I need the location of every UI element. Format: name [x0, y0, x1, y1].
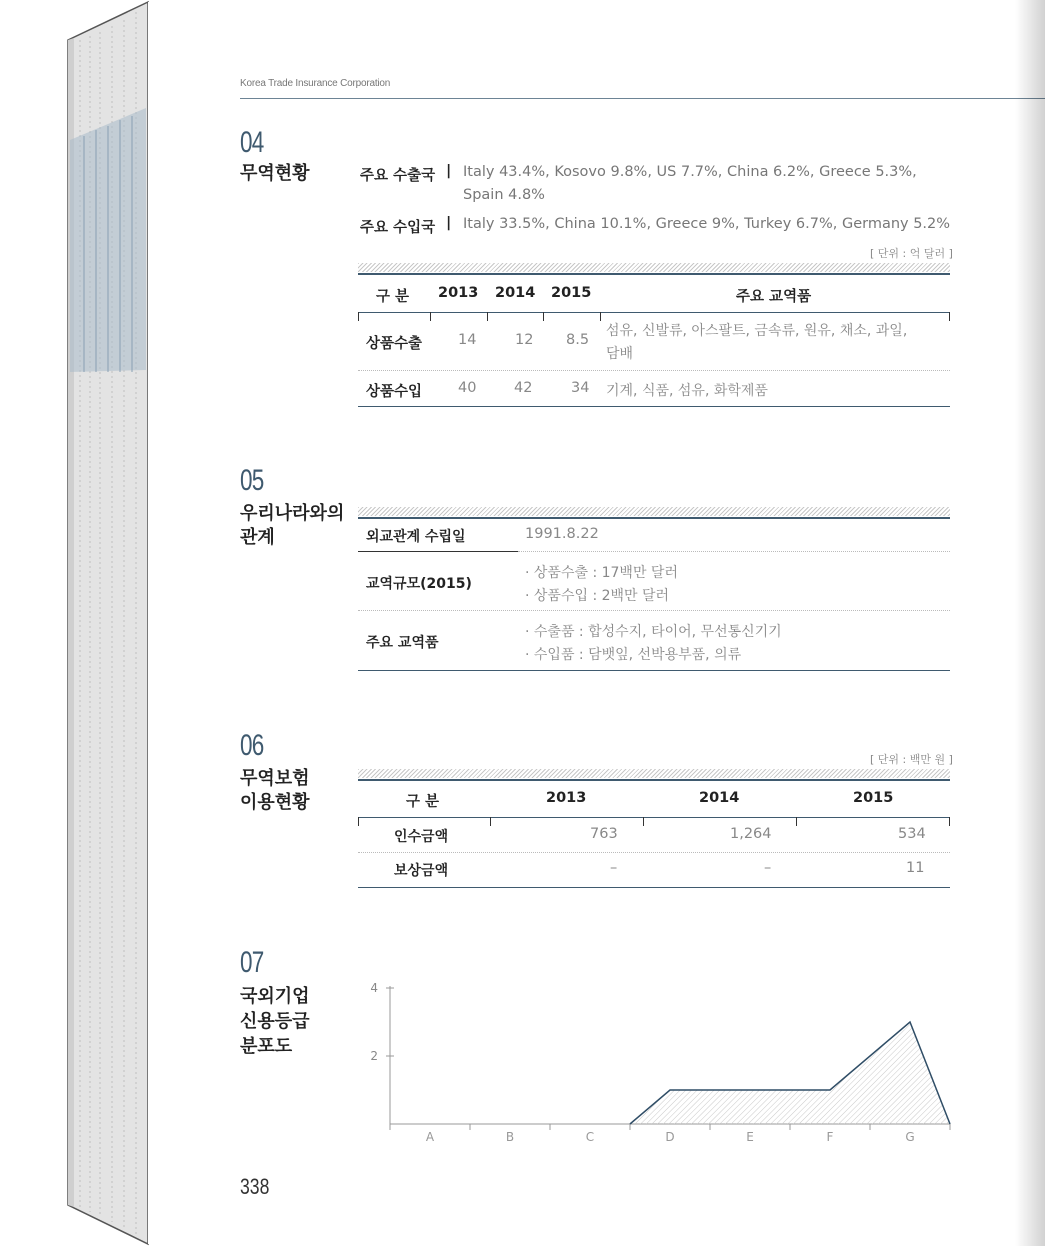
relation-label: 외교관계 수립일 [366, 529, 466, 545]
column-tick [949, 312, 950, 321]
row-divider [358, 852, 950, 853]
relation-value: 1991.8.22 [525, 526, 599, 542]
table-hatch [358, 263, 950, 272]
publisher-header: Korea Trade Insurance Corporation [240, 78, 391, 89]
credit-rating-chart [358, 982, 958, 1162]
table-bottom-rule [358, 670, 950, 671]
section-04-number: 04 [240, 126, 264, 159]
label-rule [358, 551, 518, 552]
column-tick [543, 312, 544, 321]
page-number: 338 [240, 1174, 270, 1199]
table-row-label: 상품수입 [366, 384, 423, 400]
table-cell: 534 [898, 826, 926, 842]
column-tick [487, 312, 488, 321]
page-edge-shadow [1015, 0, 1045, 1246]
import-value: Italy 33.5%, China 10.1%, Greece 9%, Turkey 6.7%, Germany 5.2% [463, 216, 951, 232]
section-06-number: 06 [240, 729, 264, 762]
trade-table-header-2013: 2013 [438, 285, 479, 301]
relation-value: · 상품수출 : 17백만 달러 [525, 565, 678, 581]
export-separator: | [446, 163, 452, 179]
insurance-table-header-category: 구 분 [406, 794, 440, 810]
table-top-rule [358, 779, 950, 781]
x-tick-label: B [505, 1130, 515, 1144]
section-07-title-line3: 분포도 [240, 1036, 293, 1057]
export-label: 주요 수출국 [360, 168, 436, 184]
series-area [630, 1022, 950, 1124]
table-top-rule [358, 517, 950, 519]
table-bottom-rule [358, 406, 950, 407]
trade-table-header-category: 구 분 [376, 289, 410, 305]
table-cell: 8.5 [566, 332, 590, 348]
table-cell: – [610, 860, 618, 876]
column-tick [358, 817, 359, 826]
section-07-title-line2: 신용등급 [240, 1011, 310, 1032]
row-divider [518, 551, 950, 552]
table-cell: 14 [458, 332, 477, 348]
column-tick [490, 817, 491, 826]
table-row-label: 상품수출 [366, 336, 423, 352]
insurance-table-header-2013: 2013 [546, 790, 587, 806]
table-cell-items: 기계, 식품, 섬유, 화학제품 [606, 383, 768, 399]
section-04-unit: [ 단위 : 억 달러 ] [870, 247, 953, 260]
x-tick-label: C [585, 1130, 595, 1144]
table-cell-items: 담배 [606, 346, 634, 362]
column-tick [600, 312, 601, 321]
table-bottom-rule [358, 887, 950, 888]
x-tick-label: F [826, 1130, 834, 1144]
section-07-title-line1: 국외기업 [240, 986, 310, 1007]
trade-table-header-items: 주요 교역품 [736, 289, 812, 305]
x-tick-label: E [746, 1130, 754, 1144]
book-spine-edge [0, 0, 150, 1246]
table-cell: 11 [906, 860, 925, 876]
insurance-table-header-2015: 2015 [853, 790, 894, 806]
relation-value: · 수출품 : 합성수지, 타이어, 무선통신기기 [525, 624, 782, 640]
table-cell: 12 [515, 332, 534, 348]
table-hatch [358, 769, 950, 778]
table-cell: 40 [458, 380, 477, 396]
x-tick-label: D [665, 1130, 675, 1144]
y-tick-label: 2 [370, 1049, 378, 1063]
page [148, 2, 1045, 1244]
section-05-number: 05 [240, 464, 264, 497]
x-tick-label: G [905, 1130, 915, 1144]
table-cell: 763 [590, 826, 618, 842]
import-label: 주요 수입국 [360, 220, 436, 236]
section-04-title: 무역현황 [240, 163, 310, 184]
table-cell-items: 섬유, 신발류, 아스팔트, 금속류, 원유, 채소, 과일, [606, 323, 908, 339]
table-row-label: 인수금액 [394, 829, 449, 845]
table-cell: – [764, 860, 772, 876]
relation-label: 교역규모(2015) [366, 576, 472, 592]
section-05-title-line2: 관계 [240, 527, 275, 548]
row-divider [358, 370, 950, 371]
section-05-title-line1: 우리나라와의 [240, 503, 345, 524]
header-bottom-rule [358, 312, 950, 313]
section-07-number: 07 [240, 946, 264, 979]
row-divider [358, 610, 950, 611]
relation-value: · 상품수입 : 2백만 달러 [525, 588, 670, 604]
table-cell: 42 [514, 380, 533, 396]
header-rule [240, 98, 1045, 99]
export-value-line1: Italy 43.4%, Kosovo 9.8%, US 7.7%, China 6.2%, Greece 5.3%, [463, 164, 917, 180]
table-cell: 1,264 [730, 826, 772, 842]
table-cell: 34 [571, 380, 590, 396]
relation-label: 주요 교역품 [366, 635, 439, 651]
column-tick [358, 312, 359, 321]
table-row-label: 보상금액 [394, 863, 449, 879]
relation-value: · 수입품 : 담뱃잎, 선박용부품, 의류 [525, 647, 742, 663]
x-tick-label: A [425, 1130, 435, 1144]
insurance-table-header-2014: 2014 [699, 790, 740, 806]
export-value-line2: Spain 4.8% [463, 187, 545, 203]
section-06-title-line1: 무역보험 [240, 768, 310, 789]
column-tick [949, 817, 950, 826]
import-separator: | [446, 215, 452, 231]
header-bottom-rule [358, 817, 950, 818]
column-tick [643, 817, 644, 826]
column-tick [796, 817, 797, 826]
section-06-title-line2: 이용현황 [240, 792, 310, 813]
trade-table-header-2015: 2015 [551, 285, 592, 301]
column-tick [430, 312, 431, 321]
y-tick-label: 4 [370, 982, 378, 995]
section-06-unit: [ 단위 : 백만 원 ] [870, 753, 953, 766]
table-top-rule [358, 273, 950, 275]
trade-table-header-2014: 2014 [495, 285, 536, 301]
table-hatch [358, 507, 950, 516]
